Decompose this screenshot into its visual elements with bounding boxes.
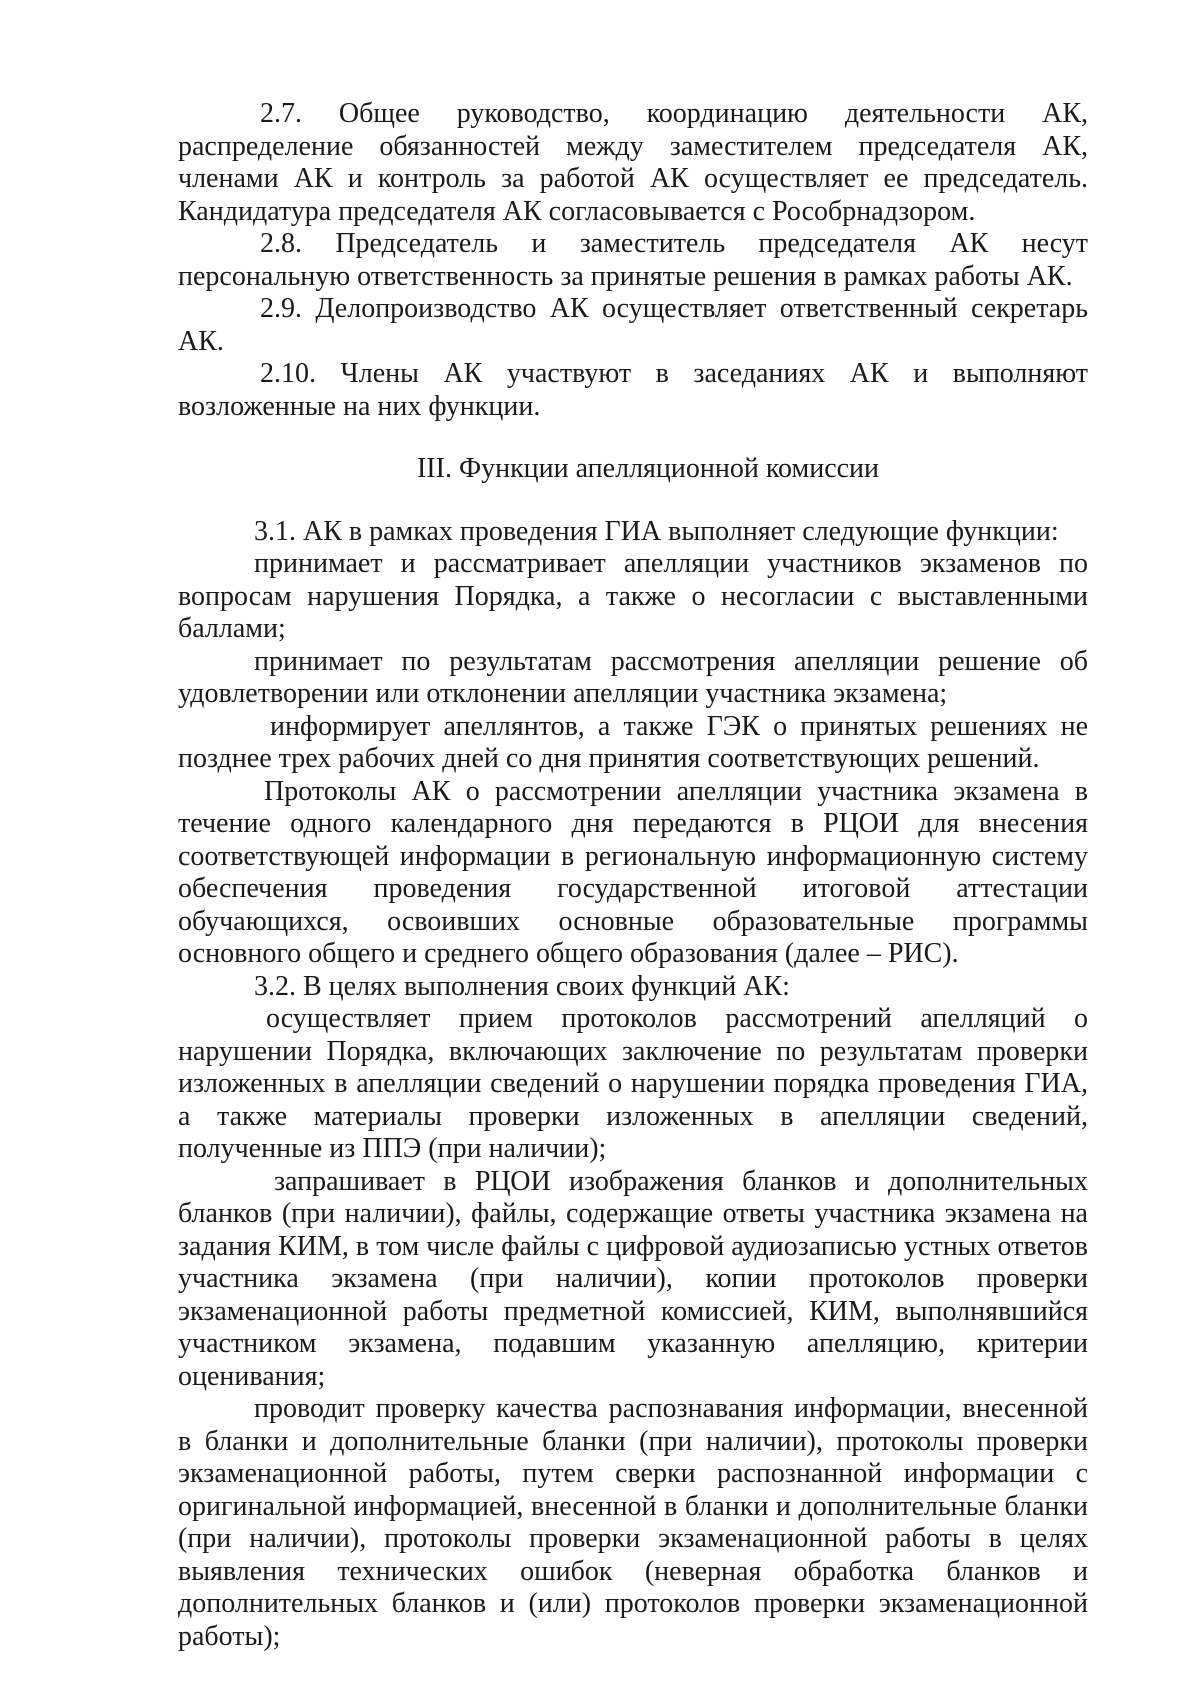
paragraph-3-2-item-1: осуществляет прием протоколов рассмотрений апелляций о нарушении Порядка, включающих заключение по результатам проверки изложенных в апелляции сведений о нарушении порядка проведения ГИА, а также материалы проверки изложенных в апелляции сведений, полученные из ППЭ (при наличии); [178,1003,1088,1164]
paragraph-3-1-item-3: информирует апеллянтов, а также ГЭК о принятых решениях не позднее трех рабочих дней со дня принятия соответствующих решений. [178,710,1088,774]
paragraph-3-1-item-1: принимает и рассматривает апелляции участников экзаменов по вопросам нарушения Порядка, а также о несогласии с выставленными баллами; [178,548,1088,644]
paragraph-3-2-item-2: запрашивает в РЦОИ изображения бланков и дополнительных бланков (при наличии), файлы, содержащие ответы участника экзамена на задания КИМ, в том числе файлы с цифровой аудиозаписью устных ответов участника экзамена (при наличии), копии протоколов проверки экзаменационной работы предметной комиссией, КИМ, выполнявшийся участником экзамена, подавшим указанную апелляцию, критерии оценивания; [178,1165,1088,1392]
paragraph-2-7: 2.7. Общее руководство, координацию деятельности АК, распределение обязанностей между заместителем председателя АК, членами АК и контроль за работой АК осуществляет ее председатель. Кандидатура председателя АК согласовывается с Рособрнадзором. [178,98,1088,227]
document-page [178,98,1088,1653]
paragraph-3-1-item-2: принимает по результатам рассмотрения апелляции решение об удовлетворении или отклонении апелляции участника экзамена; [178,645,1088,709]
paragraph-3-2-item-3: проводит проверку качества распознавания информации, внесенной в бланки и дополнительные бланки (при наличии), протоколы проверки экзаменационной работы, путем сверки распознанной информации с оригинальной информацией, внесенной в бланки и дополнительные бланки (при наличии), протоколы проверки экзаменационной работы в целях выявления технических ошибок (неверная обработка бланков и дополнительных бланков и (или) протоколов проверки экзаменационной работы); [178,1393,1088,1652]
paragraph-2-8: 2.8. Председатель и заместитель председателя АК несут персональную ответственность за принятые решения в рамках работы АК. [178,228,1088,292]
paragraph-3-2: 3.2. В целях выполнения своих функций АК: [254,970,790,1002]
paragraph-2-9: 2.9. Делопроизводство АК осуществляет ответственный секретарь АК. [178,293,1088,357]
paragraph-2-10: 2.10. Члены АК участвуют в заседаниях АК и выполняют возложенные на них функции. [178,358,1088,422]
paragraph-3-1: 3.1. АК в рамках проведения ГИА выполняет следующие функции: [254,515,1059,547]
section-heading: III. Функции апелляционной комиссии [416,453,880,484]
paragraph-protocols: Протоколы АК о рассмотрении апелляции участника экзамена в течение одного календарного дня передаются в РЦОИ для внесения соответствующей информации в региональную информационную систему обеспечения проведения государственной итоговой аттестации обучающихся, освоивших основные образовательные программы основного общего и среднего общего образования (далее – РИС). [178,775,1088,969]
